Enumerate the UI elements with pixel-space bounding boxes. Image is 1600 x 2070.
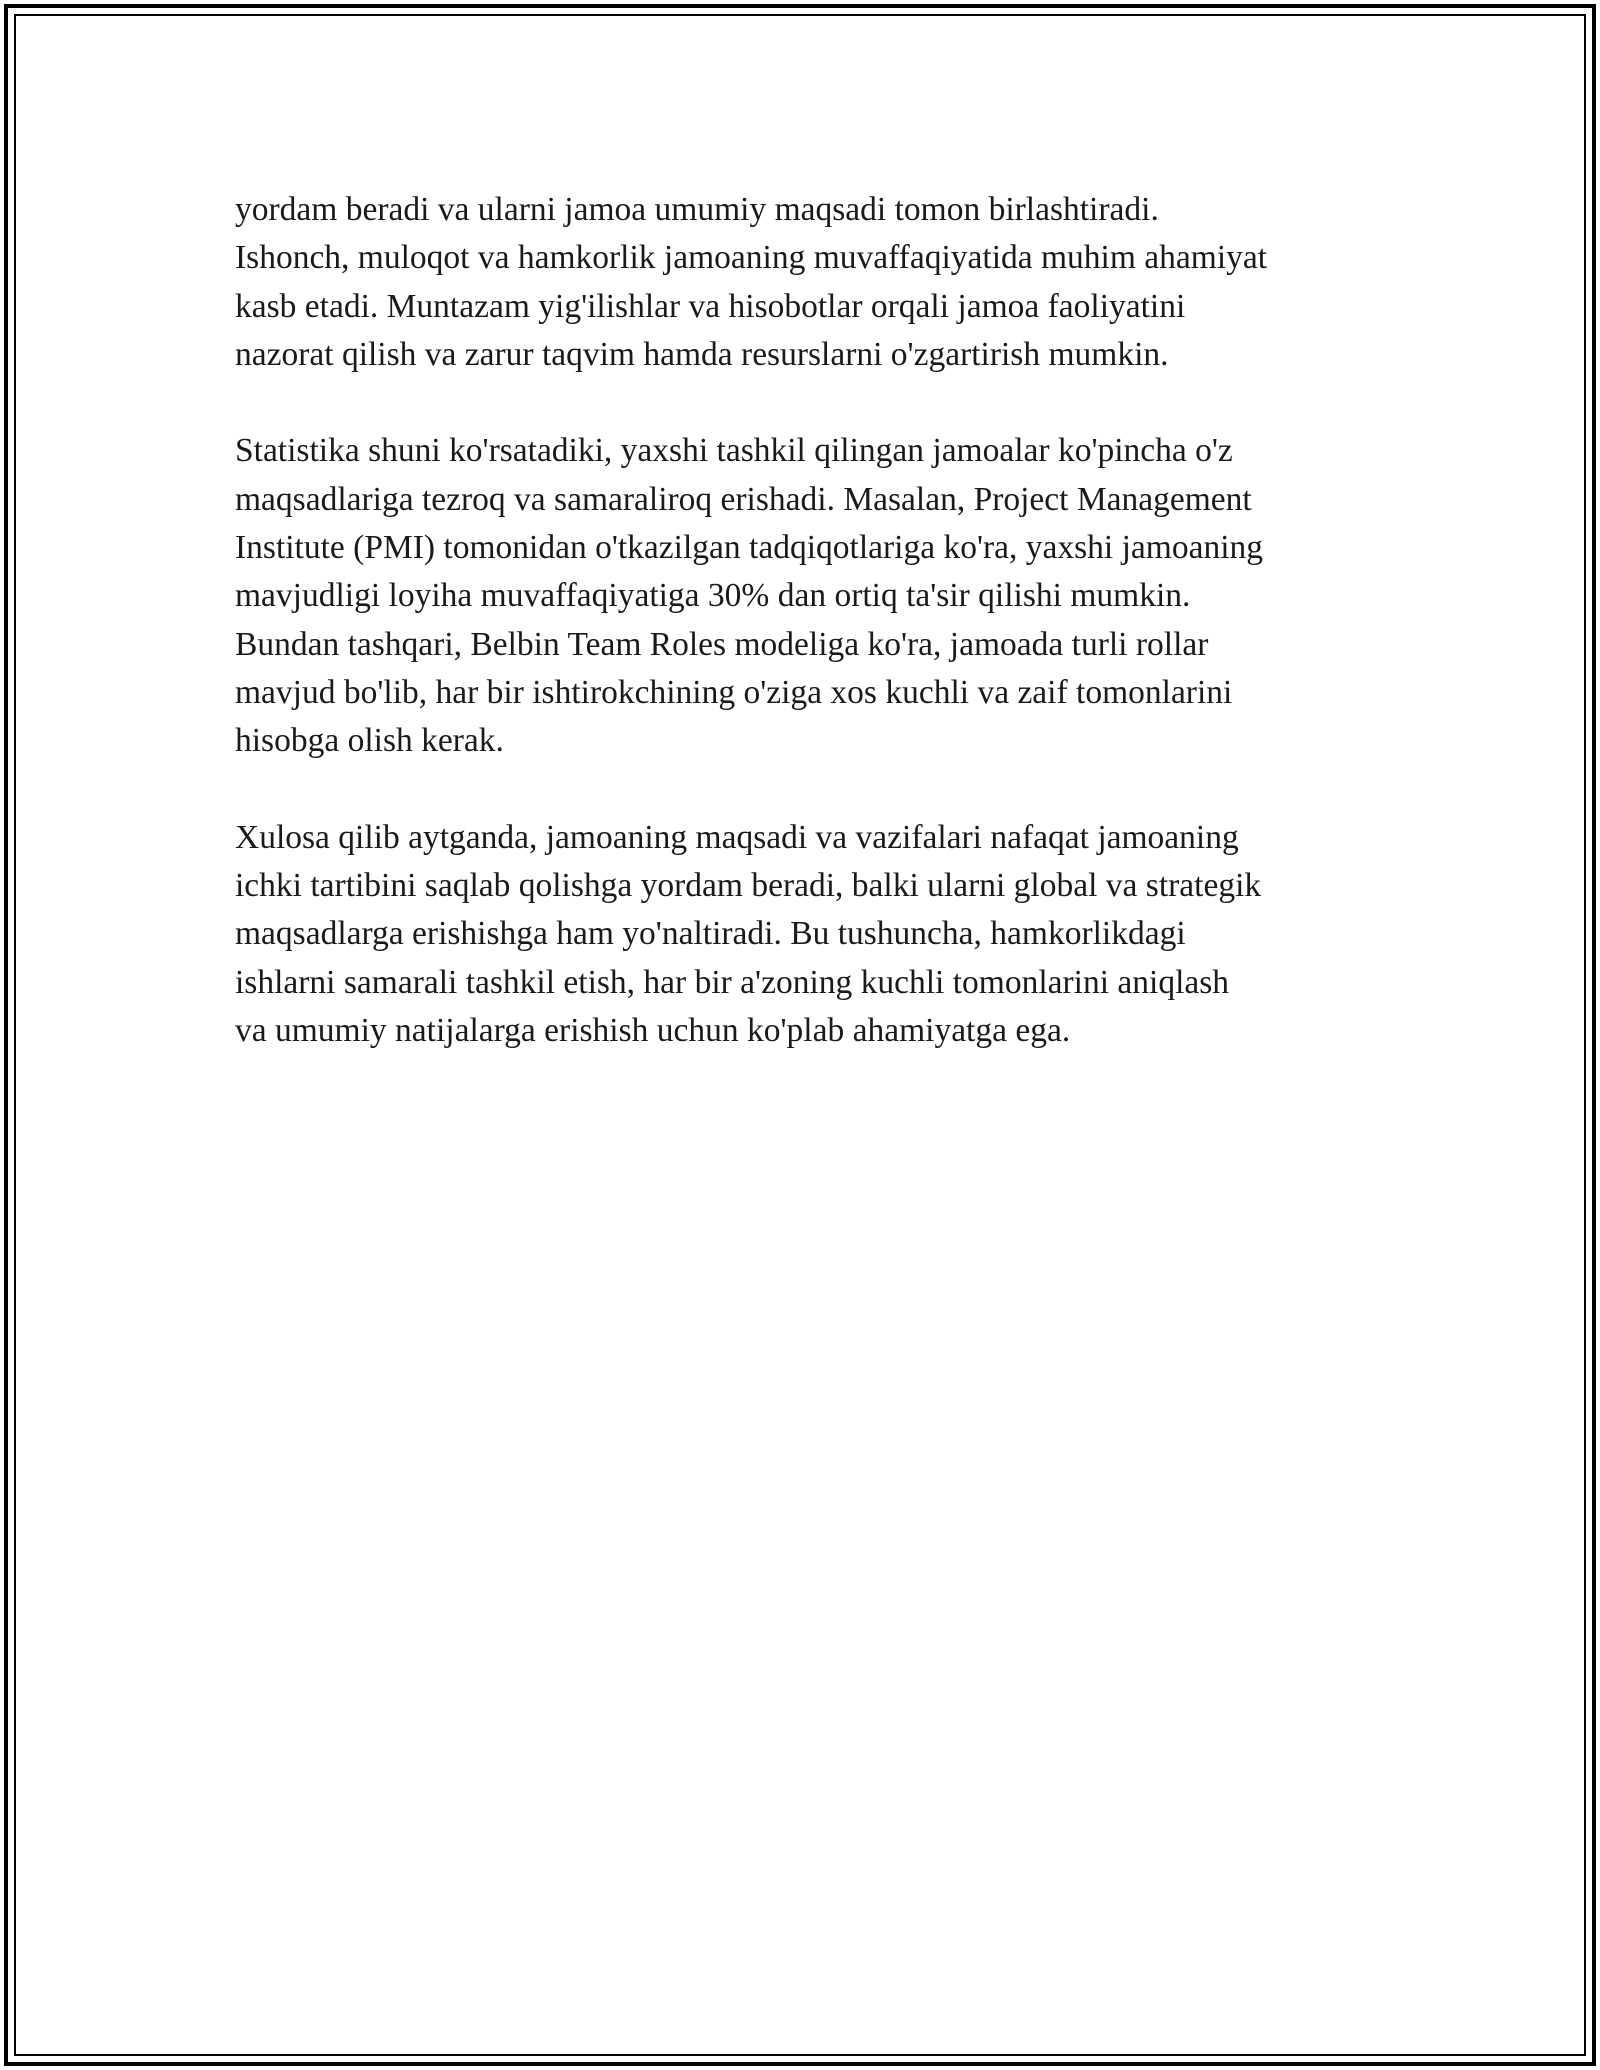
paragraph-statistics (235, 427, 1385, 765)
text-line: kasb etadi. Muntazam yig'ilishlar va hisobotlar orqali jamoa faoliyatini (235, 287, 1186, 325)
text-line: Statistika shuni ko'rsatadiki, yaxshi tashkil qilingan jamoalar ko'pincha o'z (235, 432, 1233, 470)
text-line: hisobga olish kerak. (235, 722, 504, 760)
document-body (235, 186, 1385, 1104)
text-line: Ishonch, muloqot va hamkorlik jamoaning muvaffaqiyatida muhim ahamiyat (235, 239, 1268, 277)
paragraph-conclusion (235, 814, 1385, 1055)
text-line: maqsadlarga erishishga ham yo'naltiradi. Bu tushuncha, hamkorlikdagi (235, 915, 1186, 953)
text-line: mavjud bo'lib, har bir ishtirokchining o'ziga xos kuchli va zaif tomonlarini (235, 673, 1233, 711)
text-line: Bundan tashqari, Belbin Team Roles modeliga ko'ra, jamoada turli rollar (235, 625, 1209, 663)
text-line: Institute (PMI) tomonidan o'tkazilgan tadqiqotlariga ko'ra, yaxshi jamoaning (235, 529, 1264, 567)
text-line: mavjudligi loyiha muvaffaqiyatiga 30% dan ortiq ta'sir qilishi mumkin. (235, 577, 1191, 615)
text-line: Xulosa qilib aytganda, jamoaning maqsadi va vazifalari nafaqat jamoaning (235, 818, 1239, 856)
text-line: nazorat qilish va zarur taqvim hamda resurslarni o'zgartirish mumkin. (235, 335, 1169, 373)
text-line: va umumiy natijalarga erishish uchun ko'plab ahamiyatga ega. (235, 1012, 1071, 1050)
text-line: ichki tartibini saqlab qolishga yordam beradi, balki ularni global va strategik (235, 867, 1262, 905)
paragraph-team-trust (235, 186, 1385, 379)
text-line: maqsadlariga tezroq va samaraliroq erishadi. Masalan, Project Management (235, 480, 1252, 518)
text-line: yordam beradi va ularni jamoa umumiy maqsadi tomon birlashtiradi. (235, 191, 1159, 228)
text-line: ishlarni samarali tashkil etish, har bir a'zoning kuchli tomonlarini aniqlash (235, 963, 1230, 1001)
